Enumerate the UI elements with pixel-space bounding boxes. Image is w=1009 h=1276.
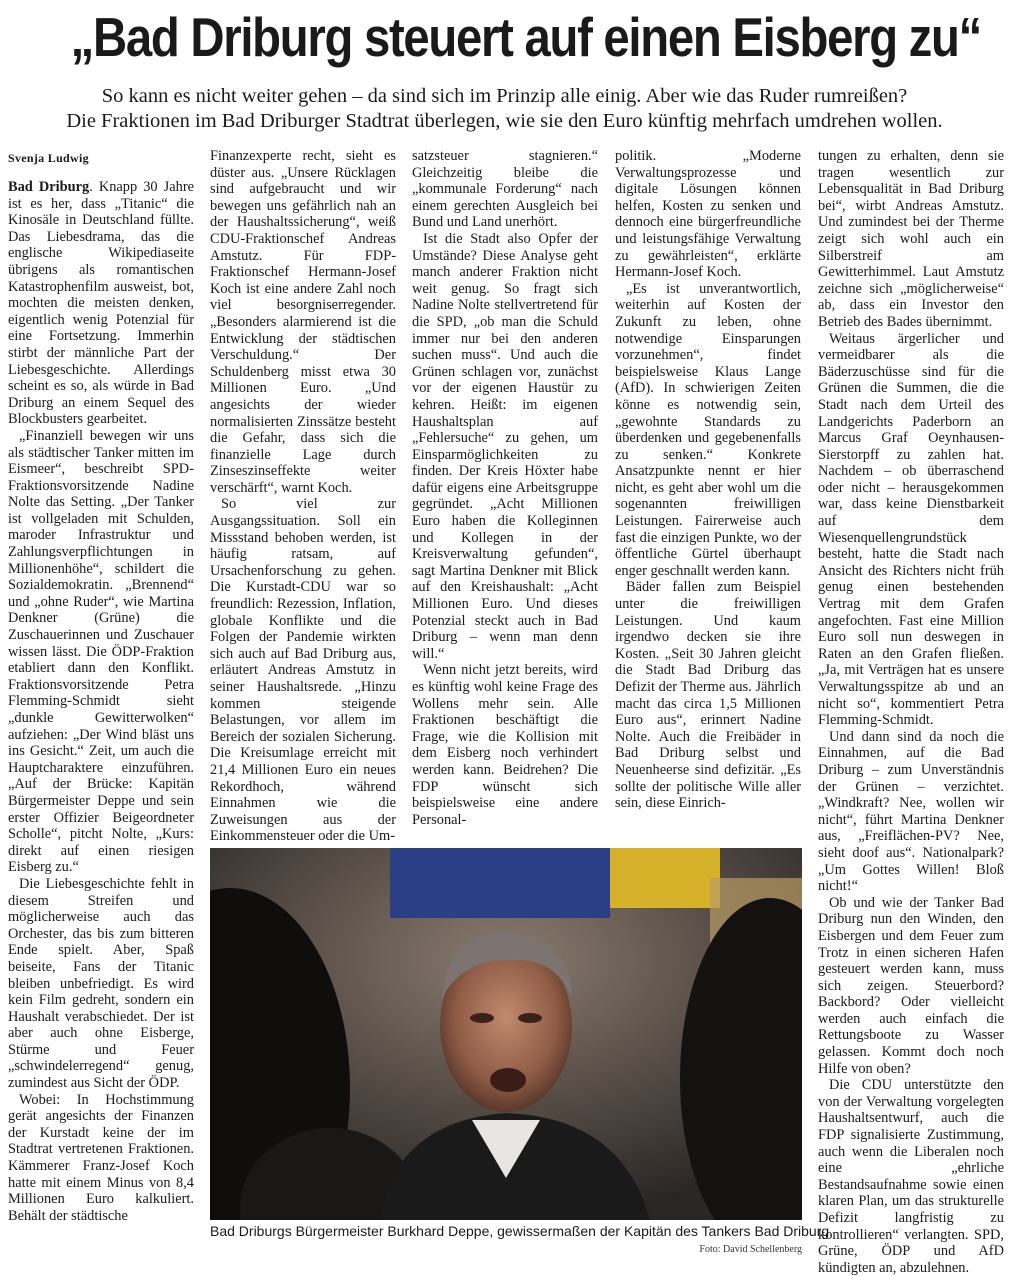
article-paragraph: So viel zur Ausgangssituation. Soll ein Missstand behoben werden, ist häufig ratsam, auf Ursachenforschung zu gehen. Die Kurstadt-CDU war so freundlich: Rezession, Inflation, globale Konflikte und die Folgen der Pandemie wirkten sich auch auf Bad Driburg aus, erläutert Andreas Amstutz in seiner Haushaltsrede. „Hinzu kommen steigende Belastungen, vor allem im Bereich der sozialen Sicherung. Die Kreisumlage erreicht mit 21,4 Millionen Euro ein neues Rekordhoch, während Einnahmen wie die Zuweisungen aus der Einkommensteuer oder die Um- xyxy=(210,496,396,845)
photo-caption: Bad Driburgs Bürgermeister Burkhard Deppe, gewissermaßen der Kapitän des Tankers Bad Driburg. xyxy=(210,1223,834,1239)
headline: „Bad Driburg steuert auf einen Eisberg zu“ xyxy=(70,6,982,68)
article-paragraph: Die Liebesgeschichte fehlt in diesem Streifen und möglicherweise auch das Orchester, das bis zum bitteren Ende spielt. Aber, Spaß beiseite, Fans der Titanic bleiben unbefriedigt. Es wird kein Film gedreht, sondern ein Haushalt verabschiedet. Der ist aber auch ohne Eisberge, Stürme und Feuer „schwindelerregend“ genug, zumindest aus Sicht der ÖDP. xyxy=(8,875,194,1092)
article-paragraph: Wobei: In Hochstimmung gerät angesichts der Finanzen der Kurstadt keine der im Stadtrat vertretenen Fraktionen. Kämmerer Franz-Josef Koch hatte mit einem Minus von 8,4 Millionen Euro kalkuliert. Behält der städtische xyxy=(8,1091,194,1224)
article-paragraph: Und dann sind da noch die Einnahmen, auf die Bad Driburg – zum Unverständnis der Grünen – verzichtet. „Windkraft? Nee, wollen wir nicht“, führt Martina Denkner aus, „Freiflächen-PV? Nee, sieht doof aus“. Nationalpark? „Um Gottes Willen! Bloß nicht!“ xyxy=(818,728,1004,895)
photo-credit: Foto: David Schellenberg xyxy=(699,1244,802,1255)
article-paragraph: Weitaus ärgerlicher und vermeidbarer als die Bäderzuschüsse sind für die Grünen die Summen, die die Stadt nach dem Urteil des Landgerichts Paderborn an Marcus Graf Oeynhausen-Sierstorpff zu zahlen hat. Nachdem – ob überraschend oder nicht – herausgekommen war, dass keine Dienstbarkeit auf dem Wiesenquellengrundstück besteht, hatte die Stadt nach Ansicht des Richters nicht früh genug einen bestehenden Vertrag mit dem Grafen angefochten. Fast eine Million Euro soll nun deswegen in Raten an den Grafen fließen. „Ja, mit Verträgen hat es unsere Verwaltungsspitze ab und an nicht so“, kommentiert Petra Flemming-Schmidt. xyxy=(818,330,1004,729)
article-paragraph: politik. „Moderne Verwaltungsprozesse und digitale Lösungen können helfen, Kosten zu senken und dennoch eine bürgerfreundliche und leistungsfähige Verwaltung zu gewährleisten“, erklärte Hermann-Josef Koch. xyxy=(615,148,801,281)
article-paragraph xyxy=(8,179,194,428)
article-paragraph: „Finanziell bewegen wir uns als städtischer Tanker mitten im Eismeer“, beschreibt SPD-Fraktionsvorsitzende Nadine Nolte das Setting. „Der Tanker ist vollgeladen mit Schulden, maroder Infrastruktur und Zahlungsverpflichtungen in Millionenhöhe“, schildert die Sozialdemokratin. „Brennend“ und „ohne Ruder“, wie Martina Denkner (Grüne) die Zuschauerinnen und Zuschauer wissen lässt. Die ÖDP-Fraktion etabliert dann den Konflikt. Fraktionsvorsitzende Petra Flemming-Schmidt sieht „dunkle Gewitterwolken“ aufziehen: „Der Wind bläst uns ins Gesicht.“ Zeit, um auch die Hauptcharaktere einzuführen. „Auf der Brücke: Kapitän Bürgermeister Deppe und sein erster Offizier Beigeordneter Scholle“, pitcht Nolte, „Kurs: direkt auf einen riesigen Eisberg zu.“ xyxy=(8,427,194,876)
article-paragraph: Die CDU unterstützte den von der Verwaltung vorgelegten Haushaltsentwurf, auch die FDP signalisierte Zustimmung, auch wenn die Liberalen noch eine „ehrliche Bestandsaufnahme sowie einen klaren Plan, um das strukturelle Defizit langfristig zu kontrollieren“ verlangten. SPD, Grüne, ÖDP und AfD kündigten an, abzulehnen. xyxy=(818,1077,1004,1276)
subheadline-line-2: Die Fraktionen im Bad Driburger Stadtrat überlegen, wie sie den Euro künftig mehrfach umdrehen wollen. xyxy=(66,110,943,132)
photo-illustration xyxy=(210,848,802,1220)
subheadline xyxy=(0,84,1009,134)
article-paragraph: Ob und wie der Tanker Bad Driburg nun den Winden, den Eisbergen und dem Feuer zum Trotz in einen sicheren Hafen gesteuert werden kann, muss sich zeigen. Steuerbord? Backbord? Oder vielleicht werden auch einfach die Rettungsboote zu Wasser gelassen. Kommt doch noch Hilfe von oben? xyxy=(818,894,1004,1077)
article-paragraph: Bäder fallen zum Beispiel unter die freiwilligen Leistungen. Und kaum irgendwo decken sie ihre Kosten. „Seit 30 Jahren gleicht die Stadt Bad Driburg das Defizit der Therme aus. Jährlich macht das circa 1,5 Millionen Euro aus“, erinnert Nadine Nolte. Auch die Freibäder in Bad Driburg selbst und Neuenheerse sind defizitär. „Es sollte der politische Wille aller sein, diese Einrich- xyxy=(615,579,801,812)
article-paragraph: „Es ist unverantwortlich, weiterhin auf Kosten der Zukunft zu leben, ohne notwendige Einsparungen vorzunehmen“, findet beispielsweise Klaus Lange (AfD). In schwierigen Zeiten könne es notwendig sein, „gewohnte Standards zu überdenken und gegebenenfalls zu senken.“ Konkrete Ansatzpunkte nennt er hier nicht, es geht aber wohl um die sogenannten freiwilligen Leistungen. Fairerweise auch fast die einzigen Punkte, wo der öffentliche Gürtel überhaupt enger geschnallt werden kann. xyxy=(615,280,801,579)
article-paragraph: satzsteuer stagnieren.“ Gleichzeitig bleibe die „kommunale Forderung“ nach einem gerechten Ausgleich bei Bund und Land unerhört. xyxy=(412,148,598,231)
flag-yellow xyxy=(610,848,720,908)
flag-blue xyxy=(390,848,610,918)
paragraph-text: . Knapp 30 Jahre ist es her, dass „Titanic“ die Kinosäle in Deutschland füllte. Das Liebesdrama, das die englische Wikipediaseite übrigens als romantischen Katastrophenfilm ausweist, bot, mochten die meisten denken, eigentlich wenig Potenzial für eine Fortsetzung. Immerhin stirbt der männliche Part der Liebesgeschichte. Allerdings scheint es so, als würde in Bad Driburg an einem Sequel des Blockbusters gearbeitet. xyxy=(8,179,195,428)
article-column-3 xyxy=(412,148,598,828)
article-paragraph: Wenn nicht jetzt bereits, wird es künftig wohl keine Frage des Wollens mehr sein. Alle Fraktionen beschäftigt die Frage, wie die Kollision mit dem Eisberg noch verhindert werden kann. Beidrehen? Die FDP wünscht sich beispielsweise eine andere Personal- xyxy=(412,662,598,828)
article-column-4 xyxy=(615,148,801,812)
dateline: Bad Driburg xyxy=(8,179,90,195)
author-byline: Svenja Ludwig xyxy=(8,151,89,165)
article-paragraph: Finanzexperte recht, sieht es düster aus. „Unsere Rücklagen sind aufgebraucht und wir bewegen uns gefährlich nah an der Haushaltssicherung“, weiß CDU-Fraktionschef Andreas Amstutz. Für FDP-Fraktionschef Hermann-Josef Koch ist eine andere Zahl noch viel besorgniserregender. „Besonders alarmierend ist die Entwicklung der städtischen Verschuldung.“ Der Schuldenberg misst etwa 30 Millionen Euro. „Und angesichts der wieder normalisierten Zinssätze besteht die Gefahr, dass sich die finanzielle Lage durch Zinseszinseffekte weiter verschärft“, warnt Koch. xyxy=(210,148,396,496)
article-column-2 xyxy=(210,148,396,845)
article-paragraph: Ist die Stadt also Opfer der Umstände? Diese Analyse geht manch anderer Fraktion nicht weit genug. So fragt sich Nadine Nolte stellvertretend für die SPD, „ob man die Schuld immer nur bei den anderen suchen muss“. Und auch die Grünen schlagen vor, zunächst vor der eigenen Haustür zu kehren. Heißt: im eigenen Haushaltsplan auf „Fehlersuche“ zu gehen, um Einsparmöglichkeiten zu finden. Der Kreis Höxter habe dafür eigens eine Arbeitsgruppe gegründet. „Acht Millionen Euro haben die Kolleginnen und Kollegen in der Kreisverwaltung gefunden“, sagt Martina Denkner mit Blick auf den Kreishaushalt: „Acht Millionen Euro. Und dieses Potenzial steckt auch in Bad Driburg – wenn man denn will.“ xyxy=(412,230,598,662)
mayor-photo xyxy=(210,848,802,1220)
article-paragraph: tungen zu erhalten, denn sie tragen wesentlich zur Lebensqualität in Bad Driburg bei“, wirbt Andreas Amstutz. Und zumindest bei der Therme zeigt sich wohl auch ein Silberstreif am Gewitterhimmel. Laut Amstutz zeichne sich „möglicherweise“ ab, dass ein Investor den Betrieb des Bades übernimmt. xyxy=(818,148,1004,330)
article-column-5 xyxy=(818,148,1004,1276)
article-column-1 xyxy=(8,151,194,1224)
subheadline-line-1: So kann es nicht weiter gehen – da sind sich im Prinzip alle einig. Aber wie das Ruder rumreißen? xyxy=(101,85,908,107)
